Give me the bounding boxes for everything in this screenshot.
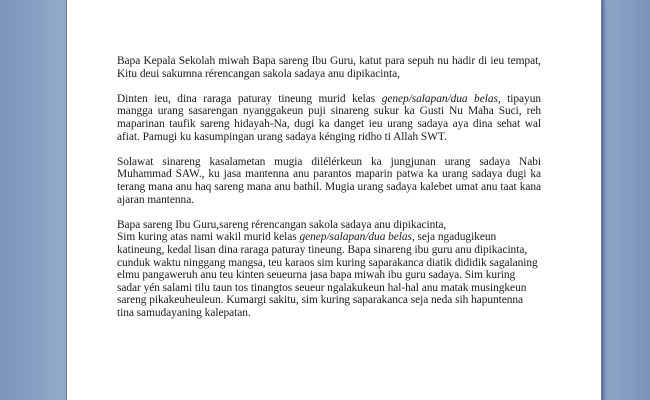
opening-text: Bapa Kepala Sekolah miwah Bapa sareng Ibu Guru, katut para sepuh nu hadir di ieu tempat, Kitu deui sakumna rérencangan sakola sadaya anu dipikacinta, — [117, 55, 541, 80]
paragraph-solawat — [117, 156, 541, 206]
farewell-text-b: , seja ngadugikeun katineung, kedal lisan dina raraga paturay tineung. Bapa sinareng ibu guru anu dipikacinta, cunduk waktu ninggang mangsa, teu karaos sim kuring saparakanca diatik dididik sagalaning elmu pangaweruh anu teu kinten seueurna jasa bapa miwah ibu guru sadaya. Sim kuring sadar yén salami tilu taun tos tinangtos seueur ngalakukeun hal-hal anu matak musingkeun sareng pikakeuheuleun. Kumargi sakitu, sim kuring saparakanca seja neda sih hapuntenna tina samudayaning kalepatan. — [117, 231, 538, 319]
solawat-text: Solawat sinareng kasalametan mugia dilélérkeun ka jungjunan urang sadaya Nabi Muhammad SAW., ku jasa mantenna anu parantos maparin patwa ka urang sadaya dugi ka terang mana anu haq sareng mana anu bathil. Mugia urang sadaya kalebet umat anu taat kana ajaran mantenna. — [117, 155, 541, 206]
paragraph-opening — [117, 55, 541, 80]
gratitude-text-a: Dinten ieu, dina raraga paturay tineung murid kelas — [117, 92, 382, 105]
farewell-text-a: Sim kuring atas nami wakil murid kelas — [117, 231, 300, 244]
gratitude-class-italic: genep/salapan/dua belas — [381, 92, 498, 105]
document-page[interactable] — [66, 0, 602, 400]
document-body[interactable] — [117, 55, 541, 332]
greeting-text: Bapa sareng Ibu Guru,sareng rérencangan sakola sadaya anu dipikacinta, — [117, 218, 447, 231]
paragraph-farewell — [117, 231, 541, 319]
paragraph-gratitude — [117, 93, 541, 143]
gratitude-text-b: , tipayun mangga urang sasarengan nyanggakeun puji sinareng sukur ka Gusti Nu Maha Suci, reh maparinan taufik sareng hidayah-Na, dugi ka danget ieu urang sadaya aya dina sehat wal afiat. Pamugi ku kasumpingan urang sadaya kénging ridho ti Allah SWT. — [117, 92, 541, 143]
paragraph-greeting — [117, 219, 541, 232]
farewell-class-italic: genep/salapan/dua belas — [299, 231, 412, 244]
